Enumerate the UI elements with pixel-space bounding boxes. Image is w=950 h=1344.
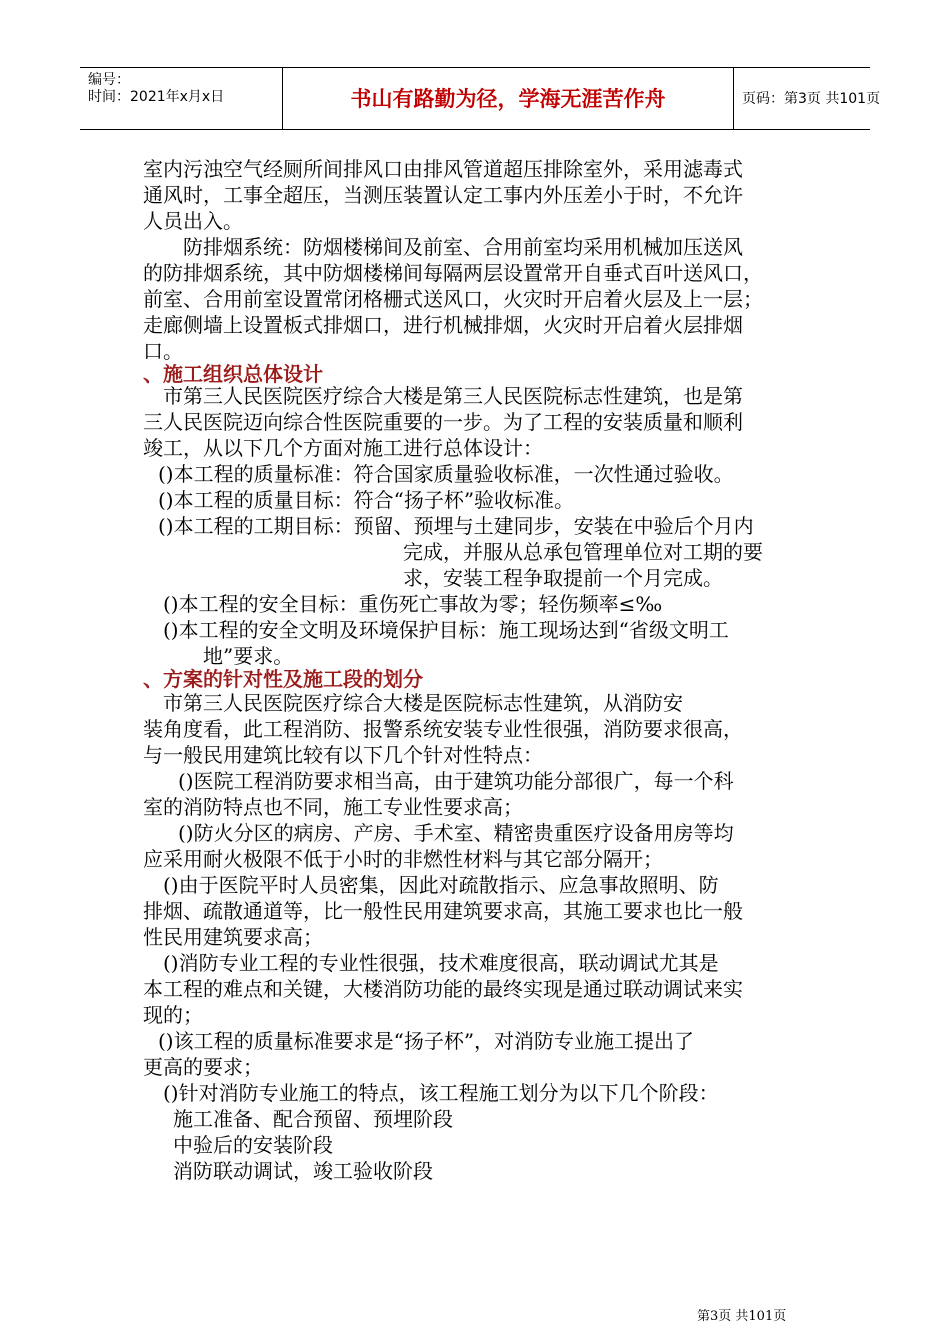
body-line: 防排烟系统：防烟楼梯间及前室、合用前室均采用机械加压送风 (183, 235, 743, 259)
body-line: 通风时，工事全超压，当测压装置认定工事内外压差小于时，不允许 (143, 183, 743, 207)
section-heading: 、施工组织总体设计 (143, 362, 323, 386)
body-line: 与一般民用建筑比较有以下几个针对性特点： (143, 743, 543, 767)
body-line: 完成，并服从总承包管理单位对工期的要 (403, 540, 763, 564)
body-line: 消防联动调试，竣工验收阶段 (173, 1159, 433, 1183)
body-line: 更高的要求； (143, 1055, 263, 1079)
body-line: ()本工程的工期目标：预留、预埋与土建同步，安装在中验后个月内 (158, 514, 754, 538)
body-line: ()本工程的质量标准：符合国家质量验收标准，一次性通过验收。 (158, 462, 734, 486)
body-line: 地”要求。 (203, 644, 294, 668)
body-line: 市第三人民医院医疗综合大楼是医院标志性建筑，从消防安 (163, 691, 683, 715)
body-line: ()该工程的质量标准要求是“扬子杯”，对消防专业施工提出了 (158, 1029, 695, 1053)
time-label: 时间：2021年x月x日 (88, 89, 225, 105)
section-heading: 、方案的针对性及施工段的划分 (143, 667, 423, 691)
body-line: 中验后的安装阶段 (173, 1133, 333, 1157)
body-line: ()消防专业工程的专业性很强，技术难度很高，联动调试尤其是 (163, 951, 719, 975)
body-line: ()医院工程消防要求相当高，由于建筑功能分部很广，每一个科 (178, 769, 734, 793)
header-motto-cell (283, 68, 734, 129)
body-line: 性民用建筑要求高； (143, 925, 323, 949)
footer-page-label: 第3页 共101页 (697, 1309, 787, 1324)
body-line: 室的消防特点也不同，施工专业性要求高； (143, 795, 523, 819)
body-line: ()针对消防专业施工的特点，该工程施工划分为以下几个阶段： (163, 1081, 719, 1105)
body-line: 应采用耐火极限不低于小时的非燃性材料与其它部分隔开； (143, 847, 663, 871)
body-line: 本工程的难点和关键，大楼消防功能的最终实现是通过联动调试来实 (143, 977, 743, 1001)
body-line: 施工准备、配合预留、预埋阶段 (173, 1107, 453, 1131)
body-line: 排烟、疏散通道等，比一般性民用建筑要求高，其施工要求也比一般 (143, 899, 743, 923)
body-line: 前室、合用前室设置常闭格栅式送风口，火灾时开启着火层及上一层； (143, 287, 763, 311)
body-line: ()本工程的安全目标：重伤死亡事故为零；轻伤频率≤‰ (163, 592, 663, 616)
body-line: 室内污浊空气经厕所间排风口由排风管道超压排除室外，采用滤毒式 (143, 157, 743, 181)
body-line: 走廊侧墙上设置板式排烟口，进行机械排烟，火灾时开启着火层排烟 (143, 313, 743, 337)
body-line: 的防排烟系统，其中防烟楼梯间每隔两层设置常开自垂式百叶送风口， (143, 261, 763, 285)
body-line: 口。 (143, 339, 183, 363)
body-line: ()防火分区的病房、产房、手术室、精密贵重医疗设备用房等均 (178, 821, 734, 845)
body-line: ()本工程的安全文明及环境保护目标：施工现场达到“省级文明工 (163, 618, 729, 642)
body-line: ()由于医院平时人员密集，因此对疏散指示、应急事故照明、防 (163, 873, 719, 897)
header-left-cell (80, 68, 283, 129)
serial-label: 编号： (88, 72, 130, 88)
header-page-label: 页码：第3页 共101页 (742, 91, 881, 107)
body-line: 竣工，从以下几个方面对施工进行总体设计： (143, 436, 543, 460)
body-line: 求，安装工程争取提前一个月完成。 (403, 566, 723, 590)
body-line: ()本工程的质量目标：符合“扬子杯”验收标准。 (158, 488, 575, 512)
motto-text: 书山有路勤为径，学海无涯苦作舟 (350, 87, 666, 111)
header-right-cell (734, 68, 881, 129)
header-table (80, 67, 881, 130)
body-line: 三人民医院迈向综合性医院重要的一步。为了工程的安装质量和顺利 (143, 410, 743, 434)
body-line: 人员出入。 (143, 209, 243, 233)
body-line: 现的； (143, 1003, 203, 1027)
body-line: 装角度看，此工程消防、报警系统安装专业性很强，消防要求很高， (143, 717, 743, 741)
body-line: 市第三人民医院医疗综合大楼是第三人民医院标志性建筑，也是第 (163, 384, 743, 408)
